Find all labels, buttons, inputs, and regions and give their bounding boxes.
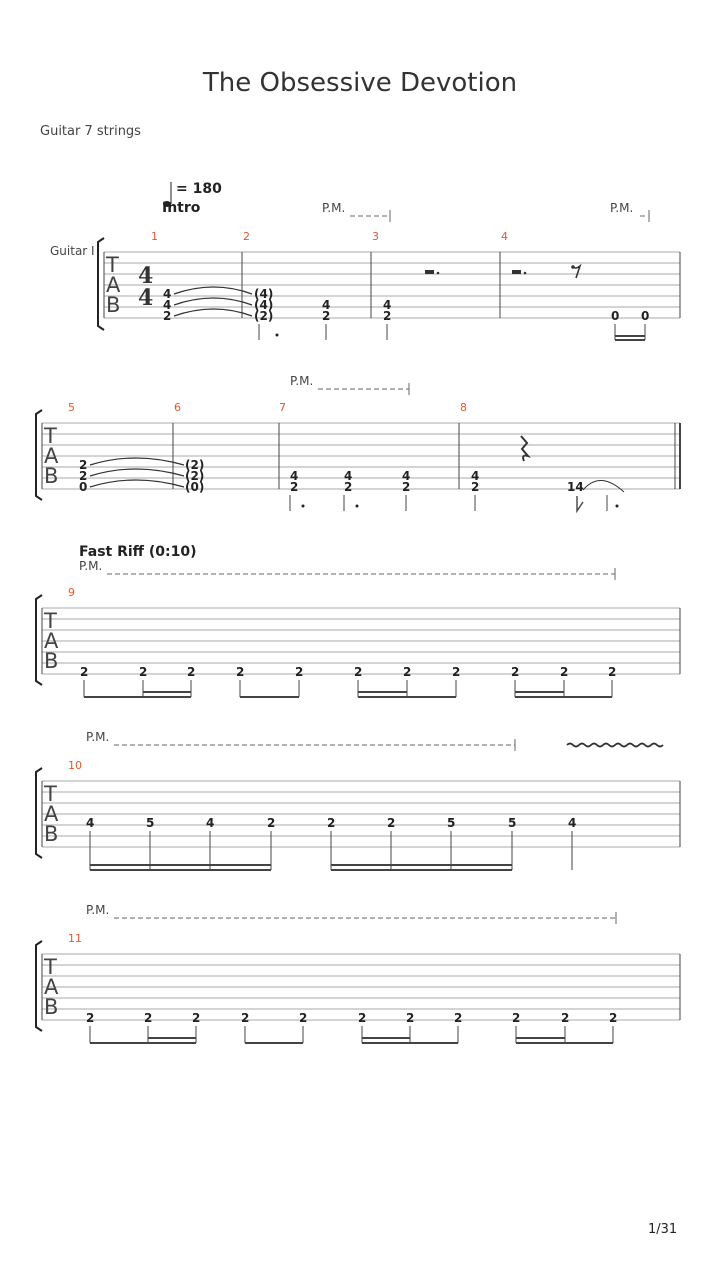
fret-note-bend: 14: [567, 480, 584, 494]
fret-note: 2: [560, 665, 569, 679]
system-bracket: [98, 238, 104, 330]
tab-clef-a: A: [106, 273, 121, 297]
fret-note: 2: [327, 816, 336, 830]
staff-lines: [42, 423, 680, 489]
palm-mute-label: P.M.: [86, 730, 110, 744]
half-rest-icon: [425, 270, 434, 274]
fret-note: 2: [609, 1011, 618, 1025]
time-signature-bottom: 4: [138, 285, 154, 311]
palm-mute-label: P.M.: [322, 201, 346, 215]
fret-note: 4: [86, 816, 95, 830]
fret-note: 2: [187, 665, 196, 679]
page-title: The Obsessive Devotion: [202, 68, 518, 98]
palm-mute-label: P.M.: [86, 903, 110, 917]
fret-note: 4: [568, 816, 577, 830]
fret-note: 2: [512, 1011, 521, 1025]
fret-note: 2: [267, 816, 276, 830]
dot: [437, 272, 440, 275]
tempo-value: = 180: [176, 181, 222, 197]
note-row-m10: [86, 816, 576, 830]
page-number: 1/31: [648, 1222, 678, 1237]
fret-note: 4: [206, 816, 215, 830]
tab-clef-b: B: [106, 293, 121, 317]
fret-note: 2: [608, 665, 617, 679]
fret-note: 2: [295, 665, 304, 679]
time-signature-top: 4: [138, 263, 154, 289]
fret-note: 2: [236, 665, 245, 679]
beams-m9: [84, 680, 612, 697]
fret-note: 0: [79, 480, 88, 494]
fret-note-tied: (2): [185, 458, 205, 472]
fret-note: 0: [611, 309, 620, 323]
fret-note: 4: [163, 287, 172, 301]
fret-note: 2: [322, 309, 331, 323]
palm-mute-label: P.M.: [79, 559, 103, 573]
tab-clef-a: A: [44, 975, 59, 999]
measure-number: 9: [68, 586, 75, 599]
system-bracket: [36, 410, 42, 500]
dot: [524, 272, 527, 275]
measure-number: 5: [68, 401, 75, 414]
beam-group: [615, 324, 645, 340]
fret-note: 2: [79, 469, 88, 483]
fret-note: 2: [561, 1011, 570, 1025]
dot: [302, 505, 305, 508]
dot: [276, 334, 279, 337]
section-fast-riff: Fast Riff (0:10): [79, 544, 197, 560]
fret-note-tied: (4): [254, 298, 274, 312]
measure-number: 8: [460, 401, 467, 414]
fret-note: 2: [144, 1011, 153, 1025]
measure-number: 4: [501, 230, 508, 243]
fret-note: 2: [80, 665, 89, 679]
fret-note: 4: [163, 298, 172, 312]
palm-mute-label: P.M.: [610, 201, 634, 215]
fret-note: 4: [344, 469, 353, 483]
measure-number: 2: [243, 230, 250, 243]
fret-note: 2: [511, 665, 520, 679]
measure-number: 7: [279, 401, 286, 414]
tie-arcs: [174, 287, 252, 316]
beams-m11: [90, 1026, 613, 1043]
dot: [616, 505, 619, 508]
fret-note: 2: [163, 309, 172, 323]
measure-number: 11: [68, 932, 82, 945]
tie-arcs: [90, 458, 184, 487]
fret-note: 2: [86, 1011, 95, 1025]
note-row-m9: [80, 665, 616, 679]
eighth-rest-dot: [571, 265, 575, 269]
track-name: Guitar I: [50, 244, 95, 258]
system-4: [36, 730, 680, 870]
tab-clef-a: A: [44, 444, 59, 468]
fret-note: 5: [508, 816, 517, 830]
tab-clef-t: T: [44, 782, 57, 806]
staff-lines: [104, 252, 680, 318]
quarter-rest-icon: [521, 436, 528, 461]
measure-number: 1: [151, 230, 158, 243]
fret-note: 2: [139, 665, 148, 679]
tab-clef-a: A: [44, 629, 59, 653]
palm-mute-label: P.M.: [290, 374, 314, 388]
tab-clef-b: B: [44, 995, 59, 1019]
fret-note: 2: [383, 309, 392, 323]
fret-note: 4: [383, 298, 392, 312]
beams-m10: [90, 831, 572, 870]
fret-note: 2: [344, 480, 353, 494]
fret-note: 2: [402, 480, 411, 494]
tab-clef-t: T: [44, 609, 57, 633]
fret-note: 4: [471, 469, 480, 483]
dot: [356, 505, 359, 508]
section-intro: Intro: [162, 200, 201, 216]
bend-arc: [583, 480, 624, 492]
fret-note-tied: (4): [254, 287, 274, 301]
system-2: [36, 374, 680, 511]
fret-note: 2: [299, 1011, 308, 1025]
fret-note: 2: [241, 1011, 250, 1025]
system-bracket: [36, 595, 42, 685]
measure-number: 6: [174, 401, 181, 414]
fret-note: 2: [452, 665, 461, 679]
fret-note: 2: [403, 665, 412, 679]
fret-note: 2: [79, 458, 88, 472]
system-3: [36, 544, 680, 697]
tab-clef-a: A: [44, 802, 59, 826]
fret-note: 2: [354, 665, 363, 679]
tab-clef-b: B: [44, 822, 59, 846]
tab-clef-t: T: [44, 955, 57, 979]
tab-clef-t: T: [106, 253, 119, 277]
fret-note: 2: [192, 1011, 201, 1025]
system-5: [36, 903, 680, 1043]
staff-lines: [42, 781, 680, 847]
fret-note-tied: (0): [185, 480, 205, 494]
fret-note-tied: (2): [254, 309, 274, 323]
instrument-label: Guitar 7 strings: [40, 124, 141, 139]
fret-note: 2: [290, 480, 299, 494]
half-rest-icon: [512, 270, 521, 274]
system-bracket: [36, 941, 42, 1031]
fret-note: 2: [471, 480, 480, 494]
fret-note: 2: [454, 1011, 463, 1025]
note-row-m11: [86, 1011, 617, 1025]
measure-number: 3: [372, 230, 379, 243]
tab-clef-b: B: [44, 649, 59, 673]
fret-note: 4: [290, 469, 299, 483]
system-1: [50, 181, 680, 340]
tab-clef-b: B: [44, 464, 59, 488]
fret-note: 2: [387, 816, 396, 830]
tab-clef-t: T: [44, 424, 57, 448]
fret-note: 2: [406, 1011, 415, 1025]
fret-note: 0: [641, 309, 650, 323]
fret-note: 5: [146, 816, 155, 830]
fret-note: 5: [447, 816, 456, 830]
fret-note: 4: [402, 469, 411, 483]
system-bracket: [36, 768, 42, 858]
grace-stem: [577, 496, 583, 511]
measure-number: 10: [68, 759, 82, 772]
fret-note: 4: [322, 298, 331, 312]
fret-note: 2: [358, 1011, 367, 1025]
fret-note-tied: (2): [185, 469, 205, 483]
vibrato-icon: [567, 744, 663, 747]
